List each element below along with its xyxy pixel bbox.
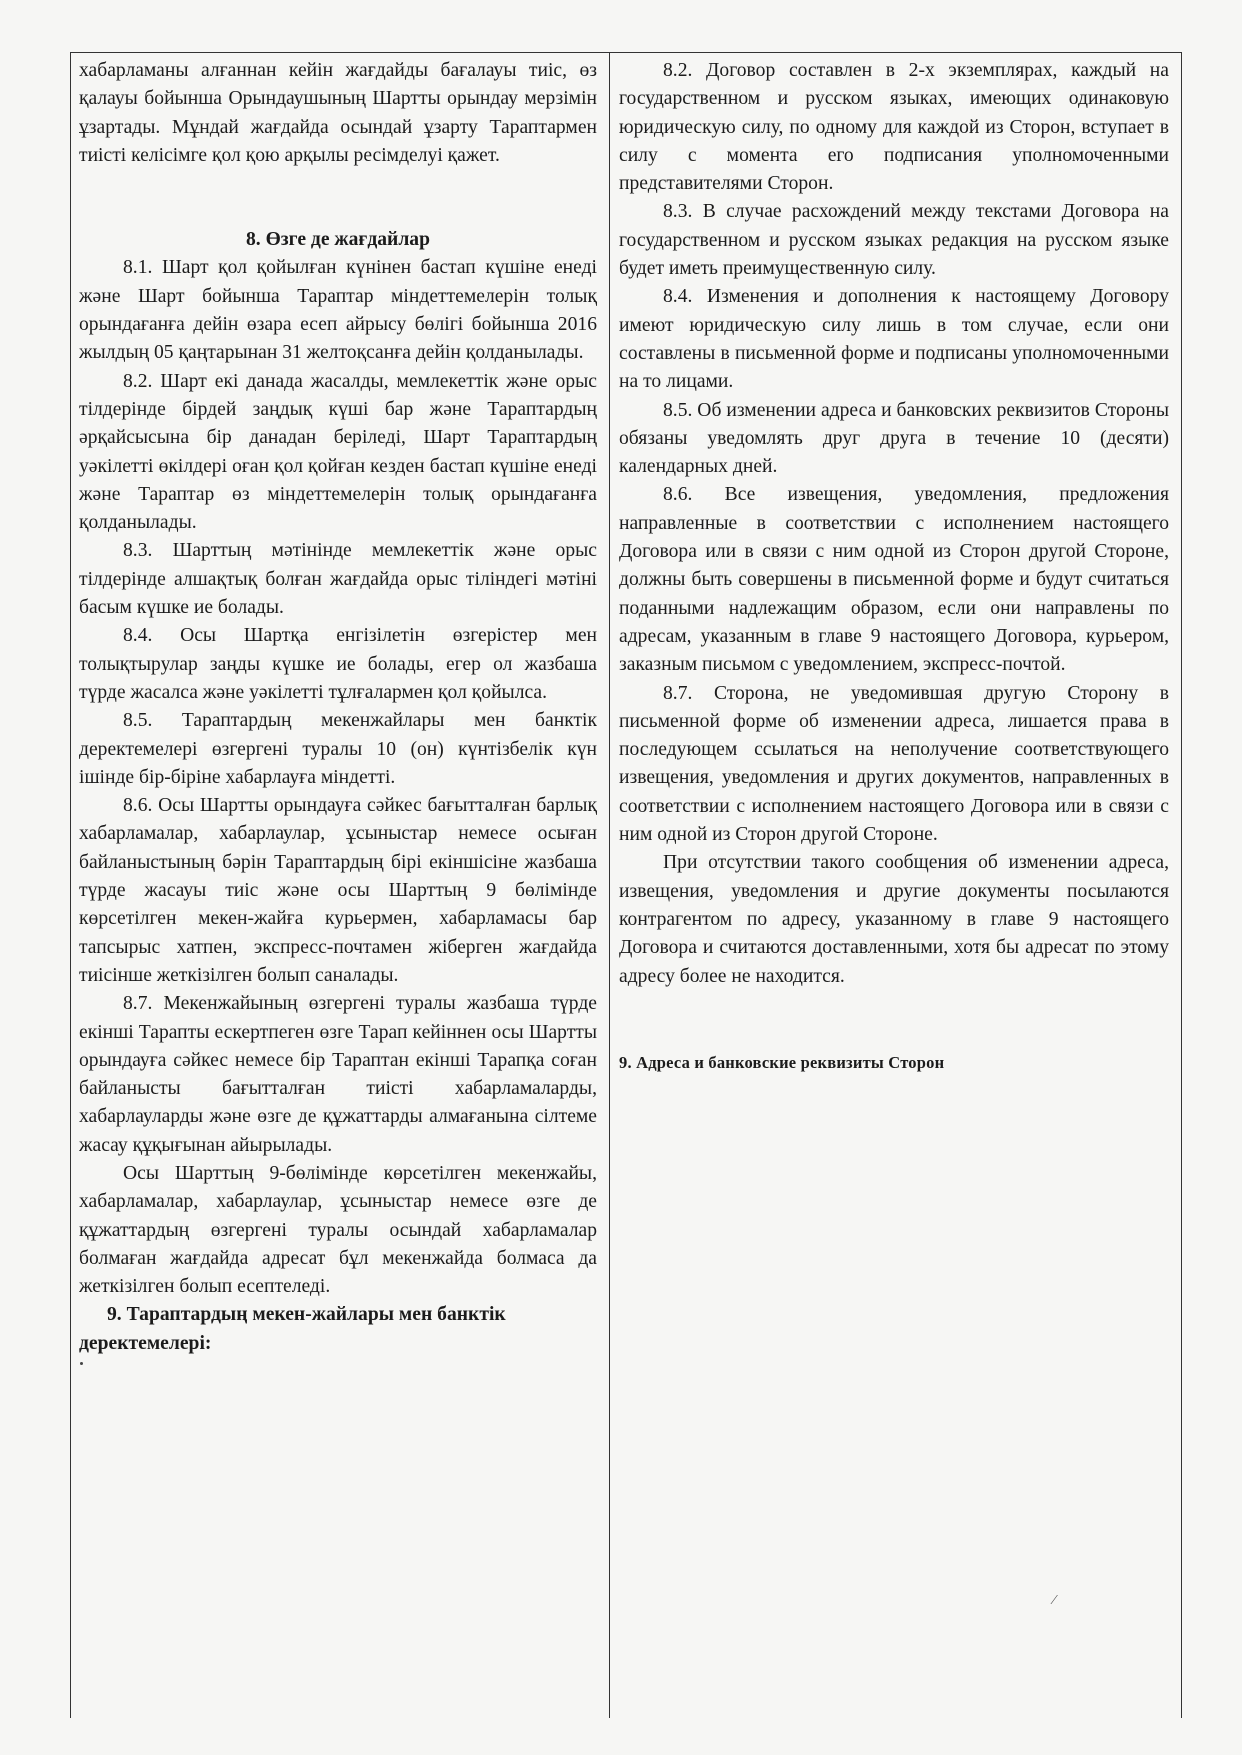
clause-8-7-kz: 8.7. Мекенжайының өзгергені туралы жазбаша түрде екінші Тарапты ескертпеген өзге Тарап кейіннен осы Шартты орындауға сәйкес немесе бір Тараптан екінші Тарапқа соған байланысты бағытталған тиісті хабарламаларды, хабарлауларды және өзге де құжаттарды алмағанына сілтеме жасау құқығынан айырылады. bbox=[79, 993, 597, 1156]
clause-8-6-kz: 8.6. Осы Шартты орындауға сәйкес бағытталған барлық хабарламалар, хабарлаулар, ұсыныстар немесе осыған байланыстының бәрін Тараптардың бірі екіншісіне жазбаша түрде жасауы тиіс және осы Шарттың 9 бөлімінде көрсетілген мекен-жайға курьермен, хабарламасы бар тапсырыс хатпен, экспресс-почтамен жіберген жағдайда тиісінше жеткізілген болып саналады. bbox=[79, 795, 597, 986]
column-divider bbox=[609, 53, 610, 1718]
clause-8-7-ru: 8.7. Сторона, не уведомившая другую Сторону в письменной форме об изменении адреса, лишается права в последующем ссылаться на неполучение соответствующего извещения, уведомления и других документов, направленных в соответствии с исполнением настоящего Договора или в связи с ним одной из Сторон другой Стороне. bbox=[619, 682, 1169, 846]
section-9-heading-ru: 9. Адреса и банковские реквизиты Сторон bbox=[619, 1052, 945, 1072]
clause-8-2-ru: 8.2. Договор составлен в 2-х экземплярах, каждый на государственном и русском языках, имеющих одинаковую юридическую силу, по одному для каждой из Сторон, вступает в силу с момента его подписания уполномоченными представителями Сторон. bbox=[619, 60, 1169, 195]
clause-8-5-kz: 8.5. Тараптардың мекенжайлары мен банктік деректемелері өзгергені туралы 10 (он) күнтізбелік күн ішінде бір-біріне хабарлауға міндетті. bbox=[79, 710, 597, 788]
kazakh-column bbox=[79, 57, 597, 1718]
clause-8-3-kz: 8.3. Шарттың мәтінінде мемлекеттік және орыс тілдерінде алшақтық болған жағдайда орыс тіліндегі мәтіні басым күшке ие болады. bbox=[79, 540, 597, 619]
clause-8-4-kz: 8.4. Осы Шартқа енгізілетін өзгерістер мен толықтырулар заңды күшке ие болады, егер ол жазбаша түрде жасалса және уәкілетті тұлғалармен қол қойылса. bbox=[79, 625, 597, 703]
clause-8-7-cont-ru: При отсутствии такого сообщения об изменении адреса, извещения, уведомления и другие документы посылаются контрагентом по адресу, указанному в главе 9 настоящего Договора и считаются доставленными, хотя бы адресат по этому адресу более не находится. bbox=[619, 852, 1169, 987]
clause-8-5-ru: 8.5. Об изменении адреса и банковских реквизитов Стороны обязаны уведомлять друг друга в течение 10 (десяти) календарных дней. bbox=[619, 399, 1169, 478]
section-9-heading-kz: 9. Тараптардың мекен-жайлары мен банктік деректемелері: bbox=[79, 1304, 506, 1354]
clause-8-3-ru: 8.3. В случае расхождений между текстами Договора на государственном и русском языках редакция на русском языке будет иметь преимущественную силу. bbox=[619, 201, 1169, 280]
pen-mark: ⁄ bbox=[1053, 1593, 1056, 1608]
clause-8-1-kz: 8.1. Шарт қол қойылған күнінен бастап күшіне енеді және Шарт бойынша Тараптар міндеттемелерін толық орындағанға дейін өзара есеп айрысу бөлігі бойынша 2016 жылдың 05 қаңтарынан 31 желтоқсанға дейін қолданылады. bbox=[79, 257, 597, 364]
clause-8-4-ru: 8.4. Изменения и дополнения к настоящему Договору имеют юридическую силу лишь в том случае, если они составлены в письменной форме и подписаны уполномоченными на то лицами. bbox=[619, 286, 1169, 393]
russian-column bbox=[619, 57, 1169, 1718]
scan-speck bbox=[80, 1362, 83, 1365]
clause-8-7-cont-kz: Осы Шарттың 9-бөлімінде көрсетілген мекенжайы, хабарламалар, хабарлаулар, ұсыныстар немесе өзге де құжаттардың өзгергені туралы осындай хабарламалар болмаған жағдайда адресат бұл мекенжайда болмаса да жеткізілген болып есептеледі. bbox=[79, 1162, 597, 1298]
document-table bbox=[70, 52, 1182, 1718]
intro-paragraph: хабарламаны алғаннан кейін жағдайды бағалауы тиіс, өз қалауы бойынша Орындаушының Шартты орындау мерзімін ұзартады. Мұндай жағдайда осындай ұзарту Тараптармен тиісті келісімге қол қою арқылы ресімделуі қажет. bbox=[79, 60, 597, 166]
section-8-heading-kz: 8. Өзге де жағдайлар bbox=[245, 229, 431, 251]
clause-8-6-ru: 8.6. Все извещения, уведомления, предложения направленные в соответствии с исполнением настоящего Договора или в связи с ним одной из Сторон другой Стороне, должны быть совершены в письменной форме и будут считаться поданными надлежащим образом, если они направлены по адресам, указанным в главе 9 настоящего Договора, курьером, заказным письмом с уведомлением, экспресс-почтой. bbox=[619, 484, 1169, 676]
clause-8-2-kz: 8.2. Шарт екі данада жасалды, мемлекеттік және орыс тілдерінде бірдей заңдық күші бар және Тараптардың әрқайсысына бір данадан беріледі, Шарт Тараптардың уәкілетті өкілдері оған қол қойған кезден бастап күшіне енеді және Тараптар өз міндеттемелерін толық орындағанға қолданылады. bbox=[79, 370, 597, 534]
